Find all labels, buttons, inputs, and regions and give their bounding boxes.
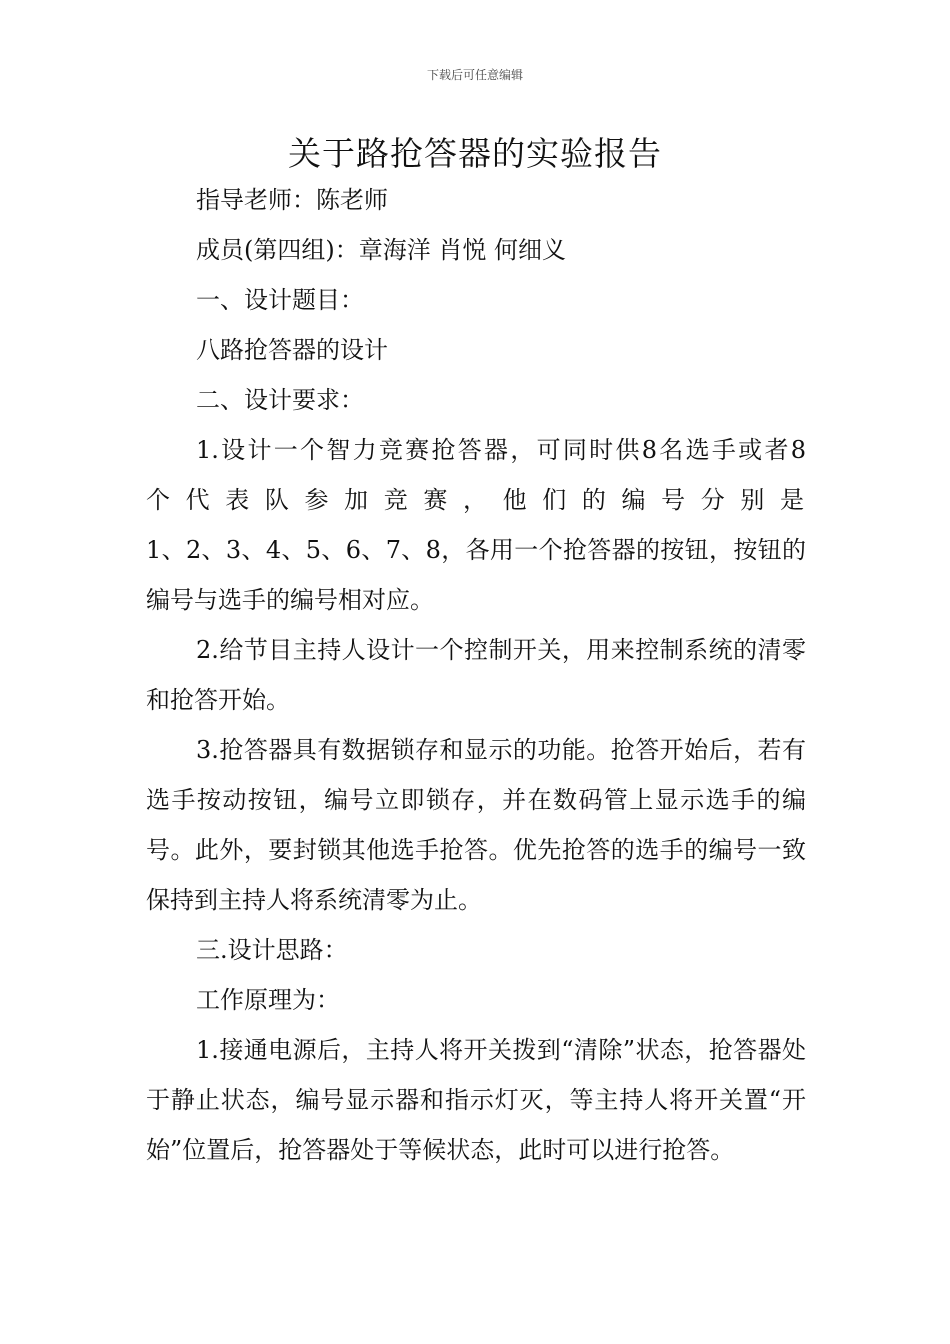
working-principle-heading: 工作原理为：: [196, 986, 340, 1014]
requirement-3: 3.抢答器具有数据锁存和显示的功能。抢答开始后，若有选手按动按钮，编号立即锁存，并在数码管上显示选手的编号。此外，要封锁其他选手抢答。优先抢答的选手的编号一致保持到主持人将系统清零为止。: [146, 736, 806, 914]
section-heading-topic: 一、设计题目：: [196, 286, 364, 314]
section-heading-requirements: 二、设计要求：: [196, 386, 364, 414]
requirement-1-line-3: 1、2、3、4、5、6、7、8，各用一个抢答器的按钮，按钮的编号与选手的编号相对应。: [146, 536, 806, 614]
working-principle-1: 1.接通电源后，主持人将开关拨到“清除”状态，抢答器处于静止状态，编号显示器和指示灯灭，等主持人将开关置“开始”位置后，抢答器处于等候状态，此时可以进行抢答。: [146, 1036, 806, 1164]
requirement-1-line-2: 个代表队参加竞赛，他们的编号分别是: [146, 486, 806, 514]
requirement-2: 2.给节目主持人设计一个控制开关，用来控制系统的清零和抢答开始。: [146, 636, 806, 714]
requirement-1-line-1: 1.设计一个智力竞赛抢答器，可同时供8名选手或者8: [196, 436, 806, 464]
members-line: 成员(第四组)：章海洋 肖悦 何细义: [196, 236, 566, 264]
advisor-line: 指导老师：陈老师: [196, 186, 388, 214]
document-body: [146, 175, 806, 1175]
document-title: 关于路抢答器的实验报告: [288, 134, 662, 173]
topic-text: 八路抢答器的设计: [196, 336, 388, 364]
page-header: 下载后可任意编辑: [426, 68, 523, 82]
section-heading-design-idea: 三.设计思路：: [196, 936, 348, 964]
